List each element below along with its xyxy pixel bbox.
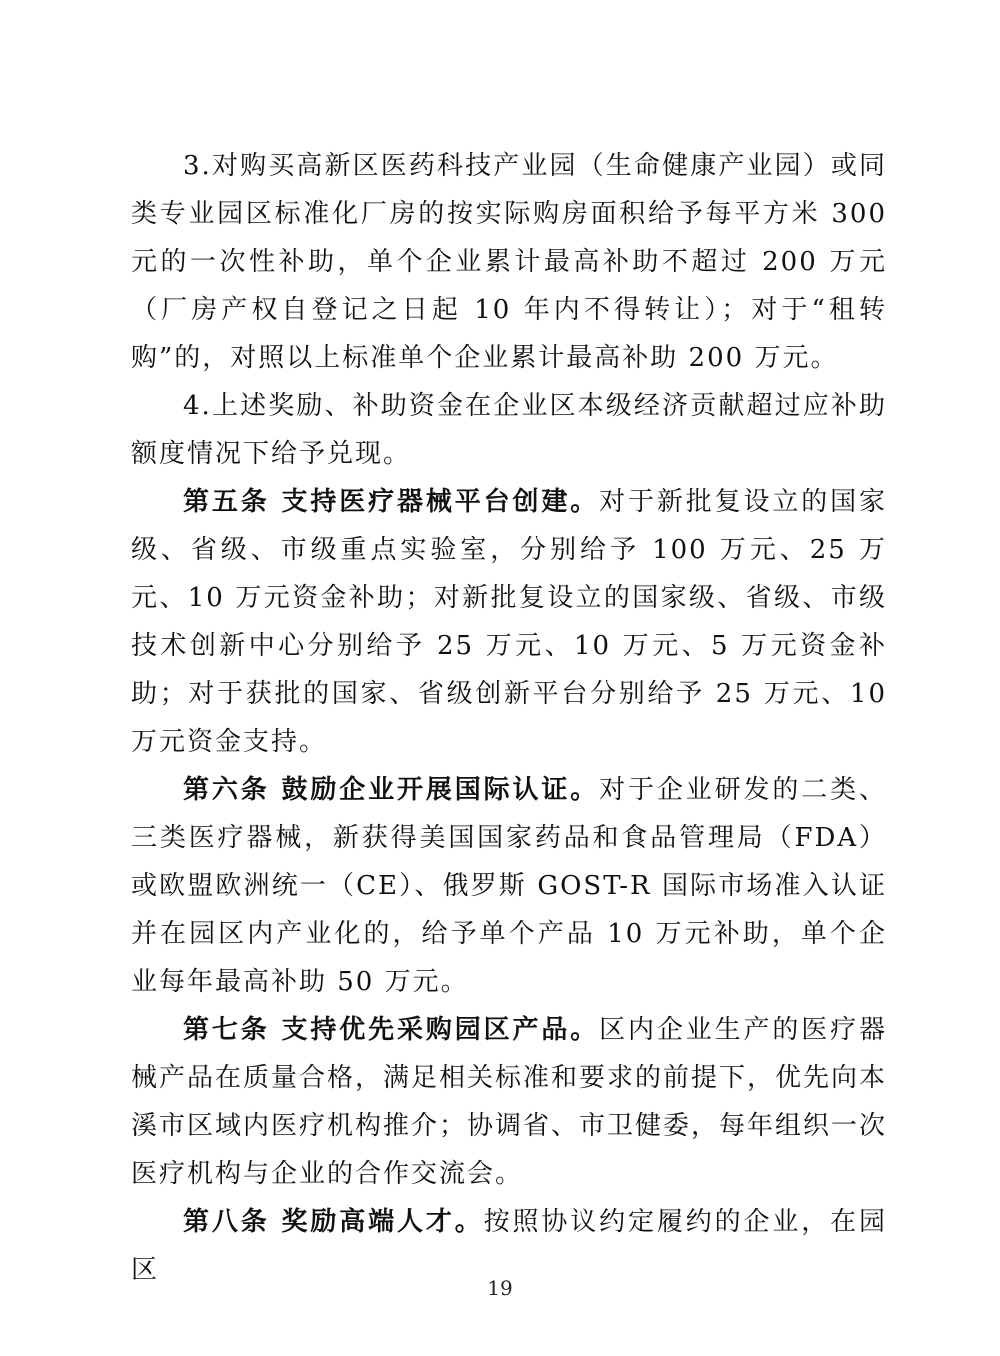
article-5 <box>131 478 887 766</box>
article-6-heading: 第六条 鼓励企业开展国际认证。 <box>183 775 600 805</box>
article-8-heading: 第八条 奖励高端人才。 <box>183 1207 484 1237</box>
paragraph-item-4 <box>131 382 887 478</box>
article-5-heading: 第五条 支持医疗器械平台创建。 <box>183 487 600 517</box>
page-number: 19 <box>487 1276 513 1300</box>
paragraph-text: 3.对购买高新区医药科技产业园（生命健康产业园）或同类专业园区标准化厂房的按实际购房面积给予每平方米 300 元的一次性补助，单个企业累计最高补助不超过 200 万元（厂房产权自登记之日起 10 年内不得转让）；对于“租转购”的，对照以上标准单个企业累计最高补助 200 万元。 <box>131 151 887 373</box>
article-6 <box>131 766 887 1006</box>
article-8-text: 按照协议约定履约的企业，在园区 <box>131 1207 887 1285</box>
body-text <box>131 142 887 1294</box>
article-6-text: 对于企业研发的二类、三类医疗器械，新获得美国国家药品和食品管理局（FDA）或欧盟欧洲统一（CE）、俄罗斯 GOST-R 国际市场准入认证并在园区内产业化的，给予单个产品 10 万元补助，单个企业每年最高补助 50 万元。 <box>131 775 887 997</box>
article-7-heading: 第七条 支持优先采购园区产品。 <box>183 1015 600 1045</box>
article-7 <box>131 1006 887 1198</box>
paragraph-text: 4.上述奖励、补助资金在企业区本级经济贡献超过应补助额度情况下给予兑现。 <box>131 391 887 469</box>
article-7-text: 区内企业生产的医疗器械产品在质量合格，满足相关标准和要求的前提下，优先向本溪市区域内医疗机构推介；协调省、市卫健委，每年组织一次医疗机构与企业的合作交流会。 <box>131 1015 888 1189</box>
paragraph-item-3 <box>131 142 887 382</box>
article-5-text: 对于新批复设立的国家级、省级、市级重点实验室，分别给予 100 万元、25 万元、10 万元资金补助；对新批复设立的国家级、省级、市级技术创新中心分别给予 25 万元、10 万元、5 万元资金补助；对于获批的国家、省级创新平台分别给予 25 万元、10 万元资金支持。 <box>131 487 887 757</box>
